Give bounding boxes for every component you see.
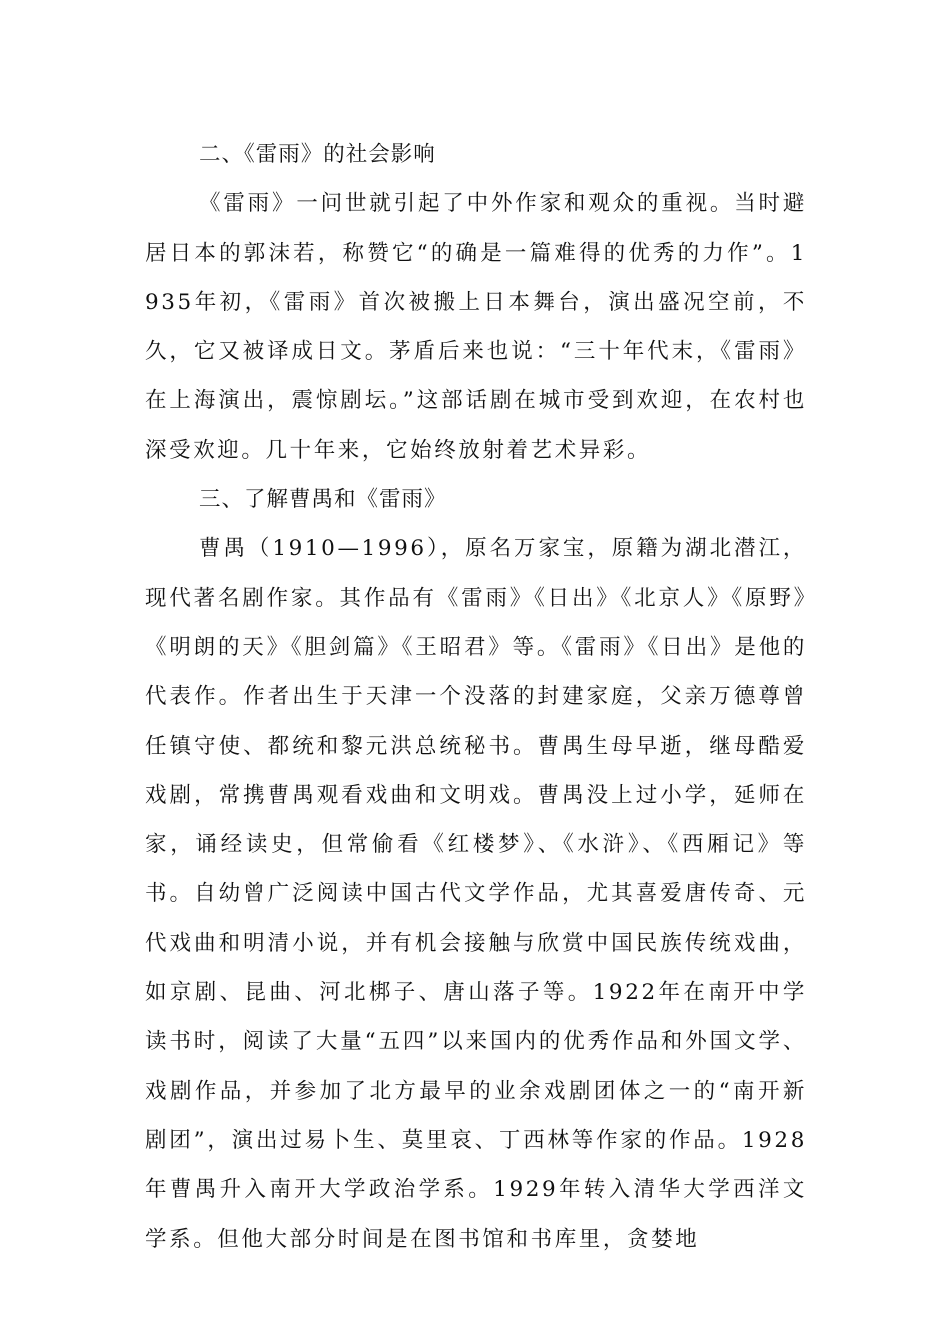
section-heading-about-author: 三、了解曹禺和《雷雨》: [199, 487, 447, 513]
paragraph-social-impact: 《雷雨》一问世就引起了中外作家和观众的重视。当时避居日本的郭沫若，称赞它“的确是一篇难得的优秀的力作”。1935年初，《雷雨》首次被搬上日本舞台，演出盛况空前，不久，它又被译成日文。茅盾后来也说：“三十年代末，《雷雨》在上海演出，震惊剧坛。”这部话剧在城市受到欢迎，在农村也深受欢迎。几十年来，它始终放射着艺术异彩。: [145, 191, 807, 463]
document-body: [145, 130, 807, 1264]
paragraph-about-author: 曹禺（1910—1996），原名万家宝，原籍为湖北潜江，现代著名剧作家。其作品有《雷雨》《日出》《北京人》《原野》《明朗的天》《胆剑篇》《王昭君》等。《雷雨》《日出》是他的代表作。作者出生于天津一个没落的封建家庭，父亲万德尊曾任镇守使、都统和黎元洪总统秘书。曹禺生母早逝，继母酷爱戏剧，常携曹禺观看戏曲和文明戏。曹禺没上过小学，延师在家，诵经读史，但常偷看《红楼梦》、《水浒》、《西厢记》等书。自幼曾广泛阅读中国古代文学作品，尤其喜爱唐传奇、元代戏曲和明清小说，并有机会接触与欣赏中国民族传统戏曲，如京剧、昆曲、河北梆子、唐山落子等。1922年在南开中学读书时，阅读了大量“五四”以来国内的优秀作品和外国文学、戏剧作品，并参加了北方最早的业余戏剧团体之一的“南开新剧团”，演出过易卜生、莫里哀、丁西林等作家的作品。1928年曹禺升入南开大学政治学系。1929年转入清华大学西洋文学系。但他大部分时间是在图书馆和书库里，贪婪地: [145, 536, 807, 1252]
section-heading-social-impact: 二、《雷雨》的社会影响: [199, 142, 436, 167]
